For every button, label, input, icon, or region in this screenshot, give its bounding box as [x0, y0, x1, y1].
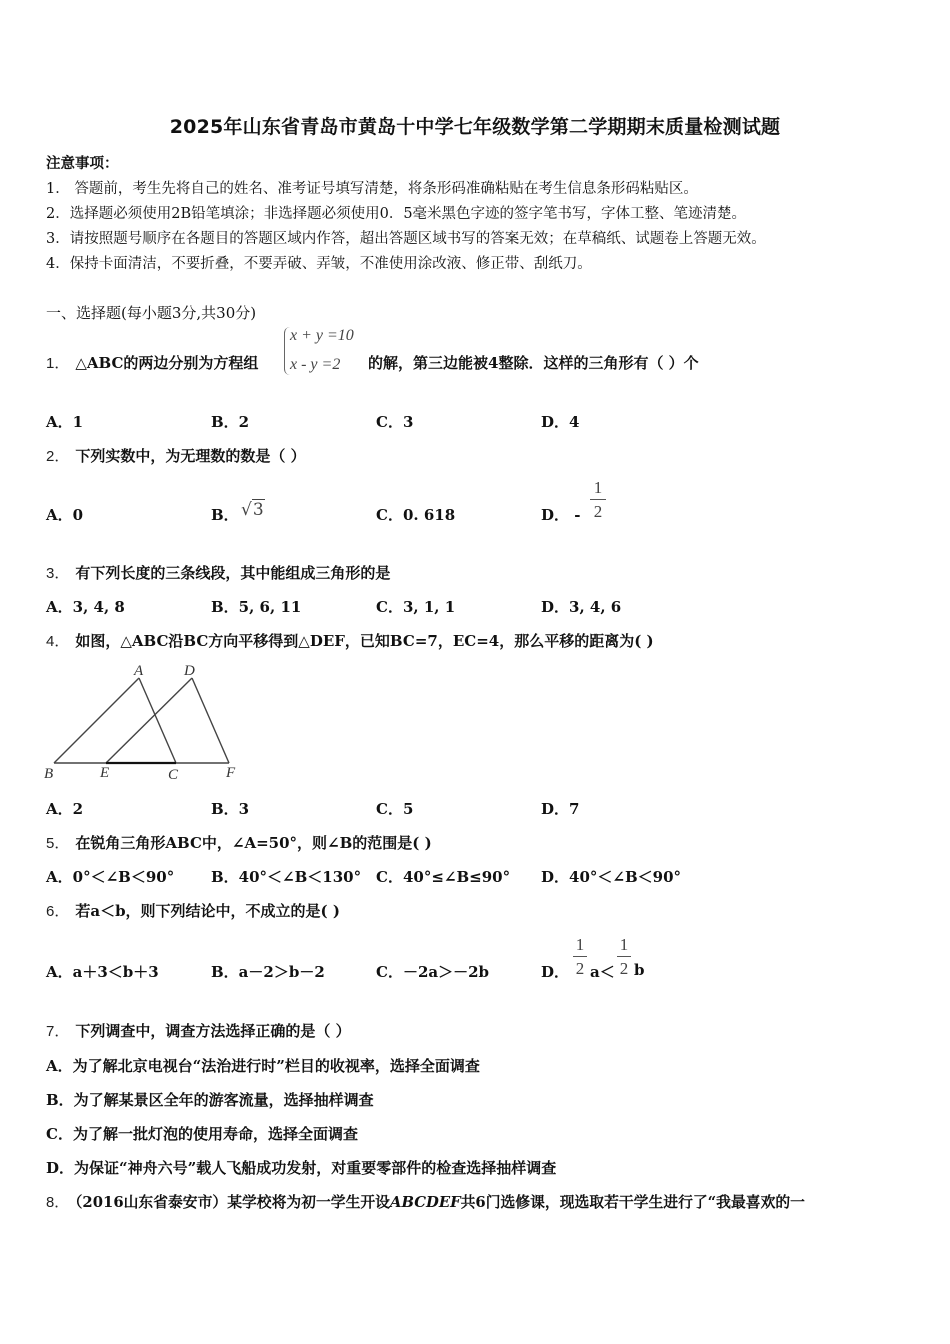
section-heading: 一、选择题(每小题3分,共30分): [46, 304, 257, 322]
question-3: [46, 562, 390, 583]
question-number: 3．: [46, 565, 70, 582]
question-text: 如图，△ABC沿BC方向平移得到△DEF，已知BC=7，EC=4，那么平移的距离为( ): [75, 632, 654, 650]
option-a: A．为了解北京电视台“法治进行时”栏目的收视率，选择全面调查: [46, 1057, 480, 1075]
option-d: D．为保证“神舟六号”载人飞船成功发射，对重要零部件的检查选择抽样调查: [46, 1159, 557, 1177]
question-number: 7．: [46, 1023, 70, 1040]
option-b: B．a－2＞b－2: [211, 963, 325, 981]
notice-item-1: 1． 答题前，考生先将自己的姓名、准考证号填写清楚，将条形码准确粘贴在考生信息条形码粘贴区。: [46, 181, 698, 197]
question-text: △ABC的两边分别为方程组: [75, 354, 259, 372]
label-f: F: [226, 765, 236, 781]
question-text-cont: 的解，第三边能被4整除．这样的三角形有（ ）个: [368, 354, 699, 372]
label-e: E: [100, 765, 110, 781]
question-number: 4．: [46, 633, 70, 650]
question-text: 在锐角三角形ABC中，∠A=50°，则∠B的范围是( ): [75, 834, 432, 852]
option-d: D．3, 4, 6: [541, 598, 622, 616]
question-number: 1．: [46, 355, 70, 372]
option-a: A．2: [46, 800, 84, 818]
option-c: C．40°≤∠B≤90°: [376, 868, 511, 886]
question-8: [46, 1191, 805, 1212]
question-text: 下列调查中，调查方法选择正确的是（ ）: [75, 1022, 351, 1040]
fraction-one-half: [590, 479, 606, 520]
question-number: 2．: [46, 448, 70, 465]
option-d: D．7: [541, 800, 580, 818]
question-number: 5．: [46, 835, 70, 852]
option-d: D．40°＜∠B＜90°: [541, 868, 682, 886]
question-4: [46, 630, 654, 651]
question-6: [46, 900, 340, 921]
option-d-label: D．: [541, 963, 570, 981]
option-c: C．3: [376, 413, 414, 431]
question-number: 6．: [46, 903, 70, 920]
label-b: B: [44, 766, 54, 782]
option-a: A．3, 4, 8: [46, 598, 125, 616]
label-a: A: [134, 663, 144, 679]
notice-item-3: 3．请按照题号顺序在各题目的答题区域内作答，超出答题区域书写的答案无效；在草稿纸、试题卷上答题无效。: [46, 231, 766, 247]
option-b: B．为了解某景区全年的游客流量，选择抽样调查: [46, 1091, 374, 1109]
denominator: 2: [575, 959, 585, 978]
question-text-cont: 共6门选修课，现选取若干学生进行了“我最喜欢的一: [460, 1194, 805, 1211]
sqrt-3: √3: [241, 500, 264, 520]
fraction-one-half-a: [573, 936, 587, 977]
denominator: 2: [619, 959, 629, 978]
question-text: 有下列长度的三条线段，其中能组成三角形的是: [75, 564, 391, 582]
question-text-italic: ABCDEF: [389, 1194, 461, 1211]
question-text: （2016山东省泰安市）某学校将为初一学生开设: [75, 1194, 390, 1211]
question-5: [46, 832, 432, 853]
option-b: B．3: [211, 800, 250, 818]
option-b: B．5, 6, 11: [211, 598, 302, 616]
question-1: [46, 352, 258, 373]
label-c: C: [168, 767, 179, 783]
option-c: C．5: [376, 800, 414, 818]
option-d-mid: a＜: [590, 963, 615, 981]
option-a: A．1: [46, 413, 84, 431]
question-text: 下列实数中，为无理数的数是（ ）: [75, 447, 306, 465]
segment-ed: [106, 678, 192, 763]
numerator: 1: [619, 935, 629, 954]
equation-1: x + y =10: [290, 327, 354, 344]
option-c: C．3, 1, 1: [376, 598, 456, 616]
notice-item-4: 4．保持卡面清洁，不要折叠，不要弄破、弄皱，不准使用涂改液、修正带、刮纸刀。: [46, 256, 592, 272]
option-c: C．0. 618: [376, 506, 456, 524]
option-a: A．0: [46, 506, 84, 524]
label-d: D: [184, 663, 195, 679]
option-d-end: b: [634, 961, 645, 979]
numerator: 1: [593, 478, 603, 497]
option-d: D． -: [541, 506, 581, 524]
option-b: B．: [211, 506, 239, 524]
notice-heading: 注意事项：: [46, 155, 119, 172]
equation-2: x - y =2: [290, 356, 341, 373]
question-7: [46, 1020, 351, 1041]
option-a: A．0°＜∠B＜90°: [46, 868, 175, 886]
notice-item-2: 2．选择题必须使用2B铅笔填涂；非选择题必须使用0．5毫米黑色字迹的签字笔书写，字体工整、笔迹清楚。: [46, 206, 747, 222]
translation-figure: [40, 660, 250, 785]
question-number: 8．: [46, 1195, 70, 1211]
page-title: 2025年山东省青岛市黄岛十中学七年级数学第二学期期末质量检测试题: [169, 116, 781, 138]
question-text: 若a＜b，则下列结论中，不成立的是( ): [75, 902, 340, 920]
denominator: 2: [593, 502, 603, 521]
numerator: 1: [575, 935, 585, 954]
radicand: 3: [252, 500, 264, 520]
segment-ab: [54, 678, 139, 763]
option-b: B．40°＜∠B＜130°: [211, 868, 362, 886]
segment-df: [192, 678, 229, 763]
option-a: A．a＋3＜b＋3: [46, 963, 159, 981]
option-c: C．为了解一批灯泡的使用寿命，选择全面调查: [46, 1125, 358, 1143]
option-b: B．2: [211, 413, 250, 431]
option-c: C．－2a＞－2b: [376, 963, 490, 981]
segment-ac: [139, 678, 176, 763]
question-2: [46, 445, 306, 466]
option-d: D．4: [541, 413, 580, 431]
fraction-one-half-b: [617, 936, 631, 977]
